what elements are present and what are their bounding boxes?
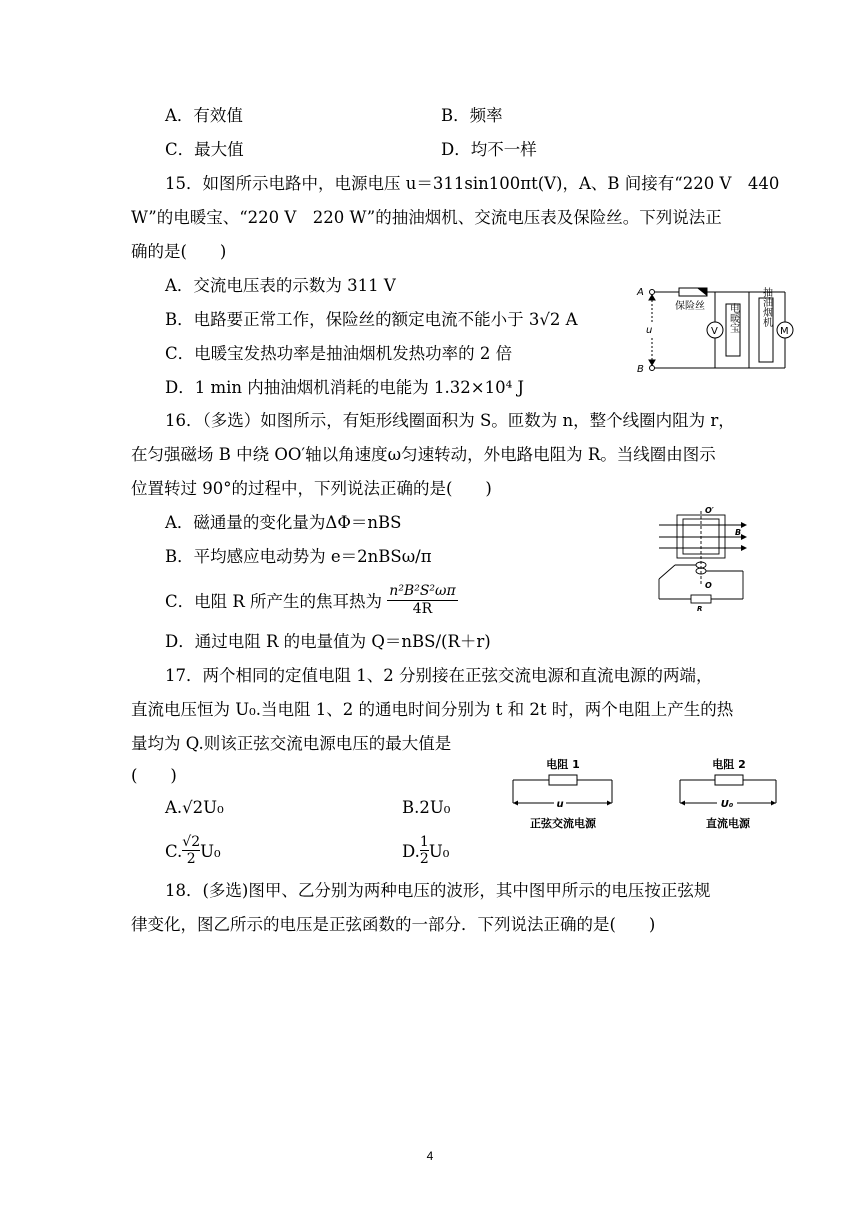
q17-option-c-suffix: U₀	[200, 842, 221, 861]
q17-option-d-denominator: 2	[419, 851, 429, 867]
q15-fig-label-b: B	[637, 364, 644, 375]
q17-option-d	[402, 836, 449, 869]
q17-stem-line4: ( )	[131, 766, 177, 785]
q17-option-c-denominator: 2	[186, 851, 196, 867]
q15-fig-hood-label: 抽油烟机	[760, 287, 772, 327]
q15-fig-voltmeter: V	[711, 326, 718, 337]
q17-option-c-fraction	[182, 834, 200, 867]
q16-option-c-prefix: C．电阻 R 所产生的焦耳热为	[165, 592, 383, 611]
q17-option-c-numerator: √2	[182, 834, 201, 850]
q16-stem-line3: 位置转过 90°的过程中，下列说法正确的是( )	[131, 479, 492, 498]
q16-option-c	[165, 585, 458, 620]
q16-option-c-denominator: 4R	[412, 601, 433, 617]
q17-option-c-prefix: C.	[165, 842, 183, 861]
q17-option-d-prefix: D.	[402, 842, 420, 861]
q17-stem-line2: 直流电压恒为 U₀.当电阻 1、2 的通电时间分别为 t 和 2t 时，两个电阻上产生的热	[131, 700, 734, 719]
q14-option-b: B．频率	[441, 106, 503, 125]
q16-fig-o-prime: O′	[705, 506, 714, 515]
q17-fig-resistor2-label: 电阻 2	[712, 758, 746, 771]
q17-stem-line3: 量均为 Q.则该正弦交流电源电压的最大值是	[131, 734, 452, 753]
page-number: 4	[426, 1149, 434, 1163]
q14-option-c: C．最大值	[165, 140, 244, 159]
q17-option-d-fraction	[420, 834, 429, 867]
q17-option-d-numerator: 1	[419, 834, 429, 850]
q14-option-a: A．有效值	[165, 106, 243, 125]
q15-option-a: A．交流电压表的示数为 311 V	[165, 276, 396, 295]
q16-option-c-numerator: n²B²S²ωπ	[389, 583, 456, 599]
q15-fig-label-a: A	[637, 287, 644, 298]
q16-fig-b: B	[735, 528, 742, 537]
q17-fig-u-label: u	[556, 799, 564, 810]
q16-stem-line1: 16．（多选）如图所示，有矩形线圈面积为 S。匝数为 n，整个线圈内阻为 r，	[165, 411, 735, 430]
q17-option-b: B.2U₀	[402, 798, 451, 817]
q15-stem-line3: 确的是( )	[131, 242, 227, 261]
q15-stem-line2: W”的电暖宝、“220 V 220 W”的抽油烟机、交流电压表及保险丝。下列说法正	[131, 208, 722, 227]
q15-fig-heater-label: 电暖宝	[727, 303, 739, 333]
q17-option-a: A.√2U₀	[165, 798, 224, 817]
q15-option-c: C．电暖宝发热功率是抽油烟机发热功率的 2 倍	[165, 344, 513, 363]
q16-option-c-fraction	[387, 583, 457, 618]
q15-fig-label-u: u	[646, 325, 653, 336]
q17-fig-u0-label: U₀	[720, 799, 734, 810]
q16-option-a: A．磁通量的变化量为ΔΦ＝nBS	[165, 513, 402, 532]
q17-fig-resistor1-label: 电阻 1	[546, 758, 580, 771]
q15-option-d: D．1 min 内抽油烟机消耗的电能为 1.32×10⁴ J	[165, 378, 525, 397]
q15-stem-line1: 15．如图所示电路中，电源电压 u＝311sin100πt(V)，A、B 间接有“220 V 440	[165, 174, 780, 193]
q16-fig-o: O	[705, 581, 712, 590]
q15-fig-fuse-label: 保险丝	[675, 301, 705, 312]
q15-fig-motor: M	[780, 326, 789, 337]
q18-stem-line2: 律变化，图乙所示的电压是正弦函数的一部分．下列说法正确的是( )	[131, 915, 656, 934]
q16-rotating-coil-diagram	[655, 505, 760, 613]
q17-stem-line1: 17．两个相同的定值电阻 1、2 分别接在正弦交流电源和直流电源的两端，	[165, 666, 713, 685]
q14-option-d: D．均不一样	[441, 140, 537, 159]
q17-option-c	[165, 836, 221, 869]
q17-fig-dc-source-label: 直流电源	[706, 817, 750, 830]
q18-stem-line1: 18．(多选)图甲、乙分别为两种电压的波形，其中图甲所示的电压按正弦规	[165, 881, 711, 900]
q17-circuit-diagrams	[508, 755, 778, 835]
q15-circuit-diagram	[635, 280, 805, 380]
q16-option-b: B．平均感应电动势为 e＝2nBSω/π	[165, 547, 432, 566]
q16-stem-line2: 在匀强磁场 B 中绕 OO′轴以角速度ω匀速转动，外电路电阻为 R。当线圈由图示	[131, 445, 716, 464]
q17-option-d-suffix: U₀	[428, 842, 450, 861]
q16-fig-r: R	[697, 605, 703, 613]
q16-option-d: D．通过电阻 R 的电量值为 Q＝nBS/(R＋r)	[165, 632, 491, 651]
q17-fig-ac-source-label: 正弦交流电源	[530, 817, 596, 830]
q15-option-b: B．电路要正常工作，保险丝的额定电流不能小于 3√2 A	[165, 310, 578, 329]
